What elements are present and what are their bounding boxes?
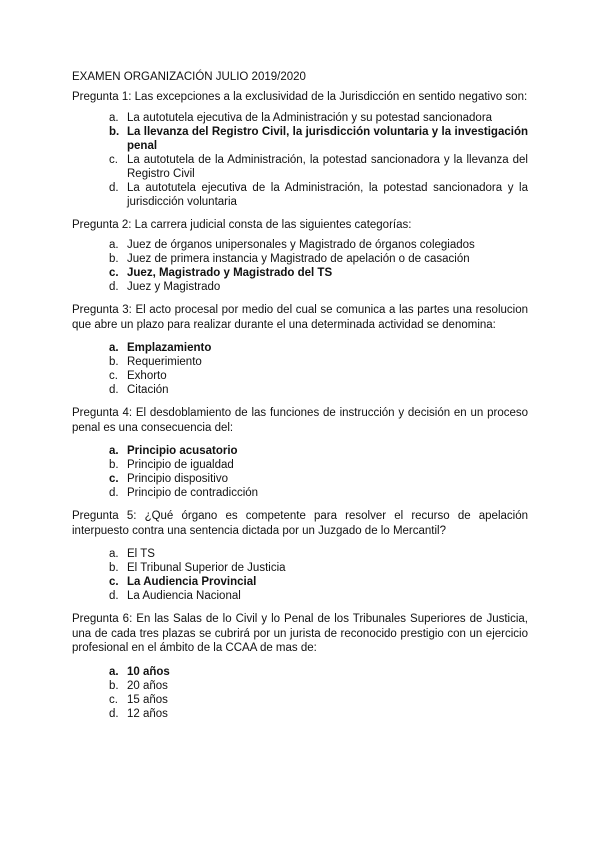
option-b [72,679,528,693]
option-a [72,111,528,125]
option-c [72,693,528,707]
option-letter: c. [109,576,119,588]
option-text: La Audiencia Nacional [127,590,241,602]
option-letter: c. [109,693,118,706]
option-letter: a. [109,548,119,560]
option-list [72,444,528,500]
option-text: La autotutela ejecutiva de la Administración y su potestad sancionadora [127,111,493,124]
option-letter: b. [109,679,119,692]
option-text: La autotutela de la Administración, la potestad sancionadora y la llevanza del Registro Civil [127,153,528,180]
option-list [72,238,528,294]
option-d [72,707,528,721]
option-text: El TS [127,548,155,560]
question-text: Pregunta 5: ¿Qué órgano es competente para resolver el recurso de apelación interpuesto contra una sentencia dictada por un Juzgado de lo Mercantil? [72,510,528,537]
option-d [72,280,528,294]
option-text: 20 años [127,679,168,692]
question-text: Pregunta 1: Las excepciones a la exclusividad de la Jurisdicción en sentido negativo son: [72,91,528,103]
option-letter: b. [109,125,120,138]
option-text: Principio de contradicción [127,487,259,499]
option-letter: b. [109,356,119,368]
option-text: La autotutela ejecutiva de la Administración, la potestad sancionadora y la jurisdicción voluntaria [127,181,528,208]
option-text: Emplazamiento [127,342,212,354]
option-d [72,181,528,209]
option-text: Citación [127,384,169,396]
option-text: Juez y Magistrado [127,281,221,293]
option-b [72,458,528,472]
option-text: Juez de primera instancia y Magistrado de apelación o de casación [127,253,470,265]
question-5 [72,509,528,603]
option-text: Juez de órganos unipersonales y Magistrado de órganos colegiados [127,239,475,251]
option-b-correct [72,125,528,153]
option-letter: c. [109,473,119,485]
option-letter: c. [109,267,119,279]
option-letter: a. [109,665,119,678]
option-c [72,369,528,383]
option-c [72,153,528,181]
option-text: Principio acusatorio [127,445,238,457]
option-text: 12 años [127,707,168,720]
option-c-correct [72,575,528,589]
option-list [72,547,528,603]
option-list [72,111,528,209]
option-d [72,383,528,397]
question-6 [72,612,528,721]
option-letter: d. [109,281,119,293]
question-3 [72,303,528,397]
option-text: 10 años [127,665,170,678]
option-text: Principio dispositivo [127,473,228,485]
option-letter: d. [109,590,119,602]
option-letter: c. [109,153,118,166]
option-letter: a. [109,111,119,124]
option-text: La Audiencia Provincial [127,576,257,588]
option-letter: d. [109,707,119,720]
option-b [72,355,528,369]
option-text: El Tribunal Superior de Justicia [127,562,286,574]
question-text: Pregunta 4: El desdoblamiento de las funciones de instrucción y decisión en un proceso penal es una consecuencia del: [72,407,528,434]
option-text: Principio de igualdad [127,459,234,471]
option-letter: d. [109,181,119,194]
question-text: Pregunta 6: En las Salas de lo Civil y lo Penal de los Tribunales Superiores de Justicia, una de cada tres plazas se cubrirá por un jurista de reconocido prestigio con un ejercicio profesional en el ámbito de la CCAA de mas de: [72,613,528,654]
option-text: Exhorto [127,370,167,382]
option-letter: a. [109,342,119,354]
option-d [72,589,528,603]
question-2 [72,218,528,295]
option-b [72,252,528,266]
question-1 [72,90,528,209]
question-text: Pregunta 3: El acto procesal por medio del cual se comunica a las partes una resolucion que abre un plazo para realizar durante el una determinada actividad se denomina: [72,304,528,331]
option-letter: d. [109,487,119,499]
option-letter: b. [109,459,119,471]
option-text: Requerimiento [127,356,202,368]
option-list [72,341,528,397]
option-a [72,238,528,252]
option-c-correct [72,266,528,280]
option-list [72,665,528,721]
option-letter: d. [109,384,119,396]
option-c [72,472,528,486]
question-4 [72,406,528,500]
option-text: Juez, Magistrado y Magistrado del TS [127,267,333,279]
option-letter: b. [109,253,119,265]
option-a-correct [72,444,528,458]
option-a-correct [72,665,528,679]
question-text: Pregunta 2: La carrera judicial consta de las siguientes categorías: [72,218,412,231]
option-letter: a. [109,239,119,251]
option-letter: b. [109,562,119,574]
option-text: La llevanza del Registro Civil, la jurisdicción voluntaria y la investigación penal [127,125,528,152]
option-d [72,486,528,500]
option-a [72,547,528,561]
exam-title: EXAMEN ORGANIZACIÓN JULIO 2019/2020 [72,71,306,83]
option-a-correct [72,341,528,355]
option-letter: a. [109,445,119,457]
option-text: 15 años [127,693,168,706]
option-b [72,561,528,575]
option-letter: c. [109,370,118,382]
